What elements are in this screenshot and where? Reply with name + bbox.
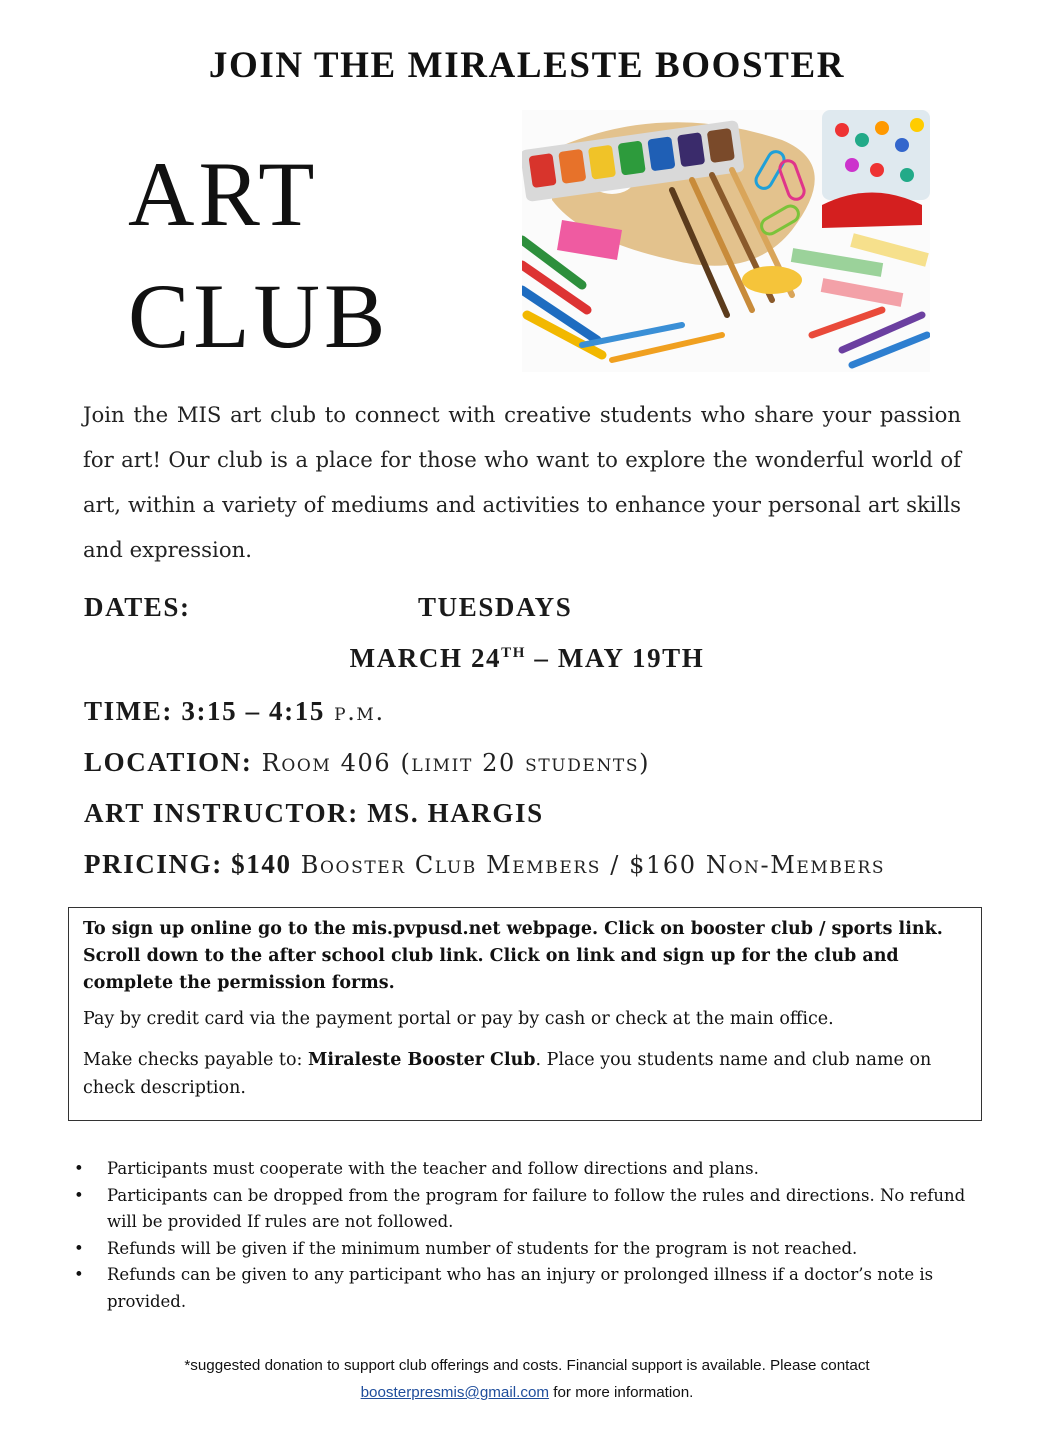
list-item	[72, 1183, 972, 1236]
pricing-row	[84, 849, 885, 880]
bullet-icon: •	[74, 1238, 84, 1258]
list-item	[72, 1262, 972, 1315]
title-art: ART	[128, 143, 319, 245]
title-club: CLUB	[128, 265, 390, 367]
checks-suffix: . Place you students name and club name on check description.	[83, 1050, 932, 1098]
location-label: LOCATION:	[84, 747, 253, 777]
rule-text: Refunds will be given if the minimum number of students for the program is not reached.	[107, 1238, 858, 1258]
instructor-row: ART INSTRUCTOR: MS. HARGIS	[84, 798, 544, 828]
bullet-icon: •	[74, 1159, 84, 1178]
header-title: JOIN THE MIRALESTE BOOSTER	[208, 45, 846, 86]
rule-text: Participants can be dropped from the program for failure to follow the rules and directions. No refund will be provided If rules are not followed.	[107, 1185, 966, 1231]
bullet-icon: •	[74, 1185, 84, 1205]
footer-suffix: for more information.	[549, 1384, 694, 1401]
time-suffix: p.m.	[324, 698, 385, 726]
dates-end: – MAY 19TH	[526, 643, 705, 673]
checks-payee: Miraleste Booster Club	[307, 1050, 536, 1070]
checks-prefix: Make checks payable to:	[83, 1050, 308, 1070]
time-label: TIME: 3:15 – 4:15	[84, 696, 325, 726]
dates-start-suffix: TH	[501, 645, 527, 661]
pricing-value: Booster Club Members / $160 Non-Members	[291, 851, 886, 879]
signup-instructions: To sign up online go to the mis.pvpusd.net webpage. Click on booster club / sports link. Scroll down to the after school club link. Click on link and sign up for the club and complete the permission forms.	[83, 919, 943, 993]
dates-label: DATES:	[84, 592, 191, 622]
email-link[interactable]: boosterpresmis@gmail.com	[360, 1384, 550, 1401]
footer-contact	[0, 1379, 1054, 1406]
footer-text: *suggested donation to support club offerings and costs. Financial support is available. Please contact	[184, 1357, 870, 1374]
payment-text: Pay by credit card via the payment portal or pay by cash or check at the main office.	[83, 1009, 834, 1029]
rule-text: Participants must cooperate with the teacher and follow directions and plans.	[107, 1159, 759, 1178]
location-row	[84, 747, 650, 778]
location-value: Room 406 (limit 20 students)	[252, 749, 651, 777]
footer-note	[0, 1352, 1054, 1406]
art-supplies-icon	[522, 110, 930, 372]
pricing-label: PRICING: $140	[84, 849, 292, 879]
rules-list	[72, 1156, 972, 1315]
bullet-icon: •	[74, 1265, 84, 1284]
list-item	[72, 1236, 972, 1263]
rule-text: Refunds can be given to any participant who has an injury or prolonged illness if a doctor’s note is provided.	[107, 1265, 934, 1311]
checks-text	[83, 1046, 967, 1102]
intro-paragraph: Join the MIS art club to connect with creative students who share your passion for art! Our club is a place for those who want to explore the wonderful world of art, within a variety of mediums and activities to enhance your personal art skills and expression.	[83, 402, 961, 562]
dates-range	[0, 643, 1054, 674]
time-row	[84, 696, 385, 727]
signup-box	[68, 907, 982, 1121]
dates-start: MARCH 24	[349, 643, 502, 673]
dates-days: TUESDAYS	[418, 592, 573, 622]
list-item	[72, 1156, 972, 1183]
